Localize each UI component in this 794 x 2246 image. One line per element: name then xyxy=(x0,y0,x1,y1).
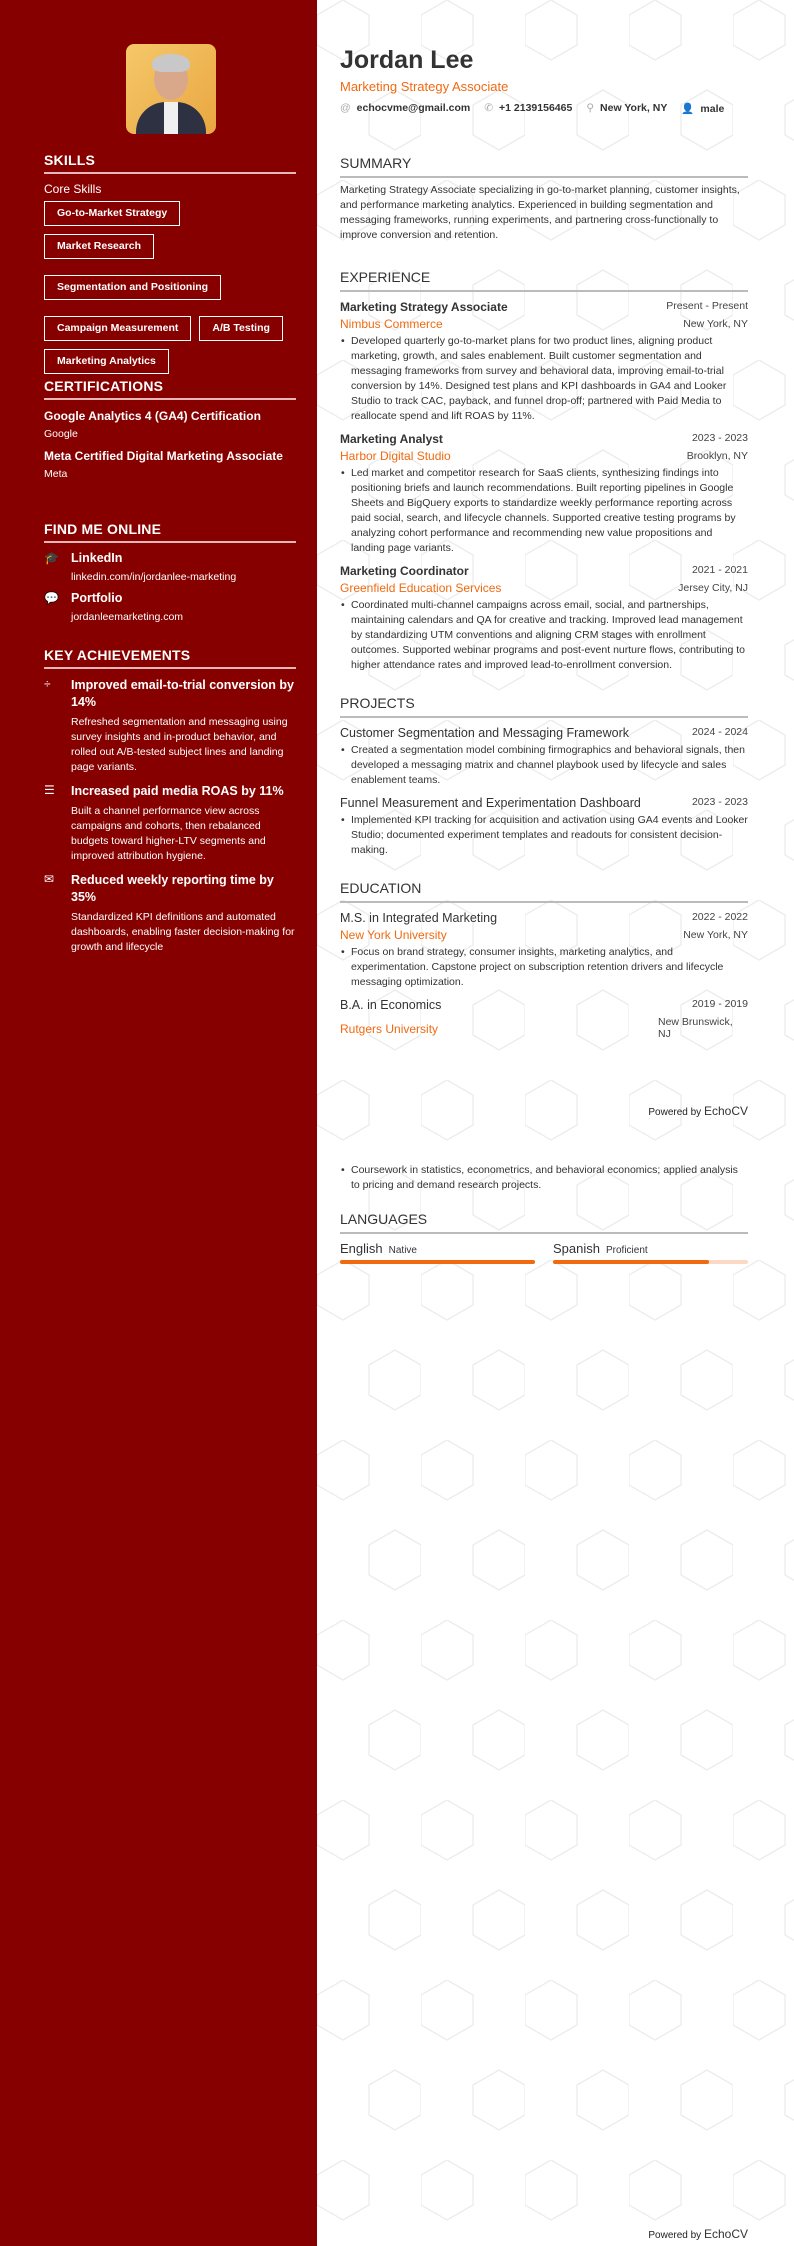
section-heading: EDUCATION xyxy=(340,880,748,903)
brand-text[interactable]: EchoCV xyxy=(703,1104,748,1118)
section-heading: EXPERIENCE xyxy=(340,269,748,292)
experience-item xyxy=(340,556,748,673)
link-url[interactable]: linkedin.com/in/jordanlee-marketing xyxy=(71,571,237,583)
achievement-title: Reduced weekly reporting time by 35% xyxy=(71,873,274,904)
candidate-name: Jordan Lee xyxy=(340,46,474,74)
company: Greenfield Education Services xyxy=(340,581,502,595)
job-dates: Present - Present xyxy=(666,300,748,312)
degree: B.A. in Economics xyxy=(340,998,442,1012)
edu-bullet: • Focus on brand strategy, consumer insights, marketing analytics, and experimentation. Capstone project on subscription retention drivers and lifecycle messaging optimization. xyxy=(340,945,748,990)
job-bullet: • Led market and competitor research for SaaS clients, synthesizing findings into positioning briefs and launch recommendations. Built reporting pipelines in Google Sheets and BigQuery exports to standardize weekly performance reporting across paid social, search, and lifecycle channels. Supported creative testing programs by analyzing cohort performance and recommending new value propositions and landing page variants. xyxy=(340,466,748,556)
brand-text[interactable]: EchoCV xyxy=(703,2227,748,2241)
gender-text: male xyxy=(700,103,725,115)
skill-chip: Marketing Analytics xyxy=(44,349,169,374)
gender xyxy=(681,102,724,115)
email-text: echocvme@gmail.com xyxy=(356,102,471,114)
edu-location: New York, NY xyxy=(683,929,748,941)
job-dates: 2021 - 2021 xyxy=(691,564,748,576)
location-text: New York, NY xyxy=(600,102,668,114)
section-heading: FIND ME ONLINE xyxy=(44,521,296,543)
experience-item xyxy=(340,292,748,424)
education-item xyxy=(340,903,748,990)
cert-title: Google Analytics 4 (GA4) Certification xyxy=(44,409,261,423)
job-bullet: • Coordinated multi-channel campaigns across email, social, and partnerships, maintaining calendars and QA for creative and tracking. Improved lead management by standardizing UTM conventions and aligning CRM stages with enrollment outcomes. Supported webinar programs and post-event nurture flows, contributing to higher attendance rates and improved lead-to-enrollment conversion. xyxy=(340,598,748,673)
achievement-title: Improved email-to-trial conversion by 14% xyxy=(71,678,294,709)
language-item xyxy=(340,1240,535,1264)
education-item xyxy=(340,990,748,1040)
linkedin-link[interactable] xyxy=(44,551,296,583)
sidebar xyxy=(0,0,317,2246)
degree: M.S. in Integrated Marketing xyxy=(340,911,498,925)
location xyxy=(586,102,667,115)
phone-text: +1 2139156465 xyxy=(499,102,573,114)
section-heading: CERTIFICATIONS xyxy=(44,378,296,400)
achievement-desc: Refreshed segmentation and messaging using survey insights and in-product behavior, and rolled out A/B-tested subject lines and landing page variants. xyxy=(71,716,288,773)
project-bullet: • Created a segmentation model combining firmographics and behavioral signals, then developed a messaging matrix and channel playbook used by lifecycle and sales enablement teams. xyxy=(340,743,748,788)
main-content-page-2 xyxy=(340,1160,748,1264)
language-item xyxy=(553,1240,748,1264)
language-bar-fill xyxy=(340,1260,535,1264)
language-name: Spanish xyxy=(553,1241,600,1256)
skill-chip: Market Research xyxy=(44,234,154,259)
divide-icon: ÷ xyxy=(44,677,51,691)
envelope-open-icon: ✉ xyxy=(44,872,55,886)
link-label: LinkedIn xyxy=(71,551,123,565)
achievement-item xyxy=(44,872,296,955)
project-bullet: • Implemented KPI tracking for acquisition and activation using GA4 events and Looker Studio; documented experiment templates and readouts for consistent decision-making. xyxy=(340,813,748,858)
job-location: Brooklyn, NY xyxy=(686,450,748,462)
achievement-item xyxy=(44,783,296,864)
section-heading: KEY ACHIEVEMENTS xyxy=(44,647,296,669)
skill-group-label: Core Skills xyxy=(44,182,102,196)
email[interactable] xyxy=(340,102,470,115)
job-location: New York, NY xyxy=(683,318,748,330)
job-location: Jersey City, NJ xyxy=(678,582,748,594)
job-title: Marketing Strategy Associate xyxy=(340,300,508,314)
edu-dates: 2022 - 2022 xyxy=(691,911,748,923)
language-level: Native xyxy=(388,1245,417,1256)
link-url[interactable]: jordanleemarketing.com xyxy=(71,611,184,623)
school: New York University xyxy=(340,928,447,942)
language-bar-fill xyxy=(553,1260,709,1264)
phone-icon: ✆ xyxy=(484,102,494,114)
map-pin-icon: ⚲ xyxy=(586,102,595,114)
link-label: Portfolio xyxy=(71,591,123,605)
project-dates: 2024 - 2024 xyxy=(691,726,748,738)
project-item xyxy=(340,718,748,788)
achievement-title: Increased paid media ROAS by 11% xyxy=(71,784,284,798)
contact-row xyxy=(340,102,748,115)
job-bullet: • Developed quarterly go-to-market plans for two product lines, aligning product marketing, growth, and sales enablement. Built customer segmentation and messaging frameworks from survey and behavioral data, improving email-to-trial conversion by 14%. Designed test plans and KPI dashboards in GA4 and Looker Studio to track CAC, payback, and funnel drop-off; partnered with Paid Media to reallocate spend and lift ROAS by 11%. xyxy=(340,334,748,424)
lines-icon: ☰ xyxy=(44,783,55,797)
language-bar xyxy=(553,1260,748,1264)
speech-bubble-icon: 💬 xyxy=(44,591,59,605)
edu-dates: 2019 - 2019 xyxy=(691,998,748,1010)
achievements-section xyxy=(44,647,296,955)
phone xyxy=(484,102,572,115)
edu-location: New Brunswick, NJ xyxy=(658,1016,733,1040)
project-item xyxy=(340,788,748,858)
company: Harbor Digital Studio xyxy=(340,449,451,463)
section-heading: SUMMARY xyxy=(340,155,748,178)
powered-text: Powered by xyxy=(648,2230,702,2241)
powered-by-footer xyxy=(648,1104,748,1118)
section-heading: SKILLS xyxy=(44,152,296,174)
achievement-desc: Standardized KPI definitions and automated dashboards, enabling faster decision-making for growth and lifecycle xyxy=(71,911,295,953)
achievement-desc: Built a channel performance view across campaigns and cohorts, then rebalanced budgets toward higher-LTV segments and improved attribution hygiene. xyxy=(71,805,266,862)
skill-chip: A/B Testing xyxy=(199,316,283,341)
job-title: Marketing Analyst xyxy=(340,432,443,446)
online-section xyxy=(44,521,296,623)
project-dates: 2023 - 2023 xyxy=(691,796,748,808)
skills-section xyxy=(44,152,296,374)
powered-text: Powered by xyxy=(648,1107,702,1118)
language-level: Proficient xyxy=(605,1245,648,1256)
school: Rutgers University xyxy=(340,1022,439,1036)
powered-by-footer xyxy=(648,2227,748,2241)
skill-chip: Go-to-Market Strategy xyxy=(44,201,180,226)
section-heading: PROJECTS xyxy=(340,695,748,718)
edu-bullet: • Coursework in statistics, econometrics, and behavioral economics; applied analysis to pricing and demand research projects. xyxy=(340,1163,748,1193)
skill-chip: Segmentation and Positioning xyxy=(44,275,221,300)
candidate-title: Marketing Strategy Associate xyxy=(340,79,509,94)
job-title: Marketing Coordinator xyxy=(340,564,469,578)
language-name: English xyxy=(340,1241,383,1256)
section-heading: LANGUAGES xyxy=(340,1211,748,1234)
company: Nimbus Commerce xyxy=(340,317,443,331)
cert-issuer: Google xyxy=(44,428,78,440)
skill-chip: Campaign Measurement xyxy=(44,316,191,341)
project-title: Customer Segmentation and Messaging Framework xyxy=(340,726,630,740)
at-icon: @ xyxy=(340,102,351,114)
person-icon: 👤 xyxy=(681,103,695,115)
main-content-page-1 xyxy=(340,46,748,1040)
summary-text: Marketing Strategy Associate specializing in go-to-market planning, customer insights, and performance marketing analytics. Experienced in building segmentation and messaging frameworks, running experiments, and partnering cross-functionally to improve conversion and retention. xyxy=(340,184,740,241)
language-bar xyxy=(340,1260,535,1264)
cert-title: Meta Certified Digital Marketing Associate xyxy=(44,449,283,463)
portfolio-link[interactable] xyxy=(44,591,296,623)
experience-item xyxy=(340,424,748,556)
project-title: Funnel Measurement and Experimentation Dashboard xyxy=(340,796,641,810)
job-dates: 2023 - 2023 xyxy=(691,432,748,444)
certifications-section xyxy=(44,378,296,480)
profile-photo xyxy=(126,44,216,134)
cert-issuer: Meta xyxy=(44,468,68,480)
achievement-item xyxy=(44,677,296,775)
graduation-cap-icon: 🎓 xyxy=(44,551,59,565)
